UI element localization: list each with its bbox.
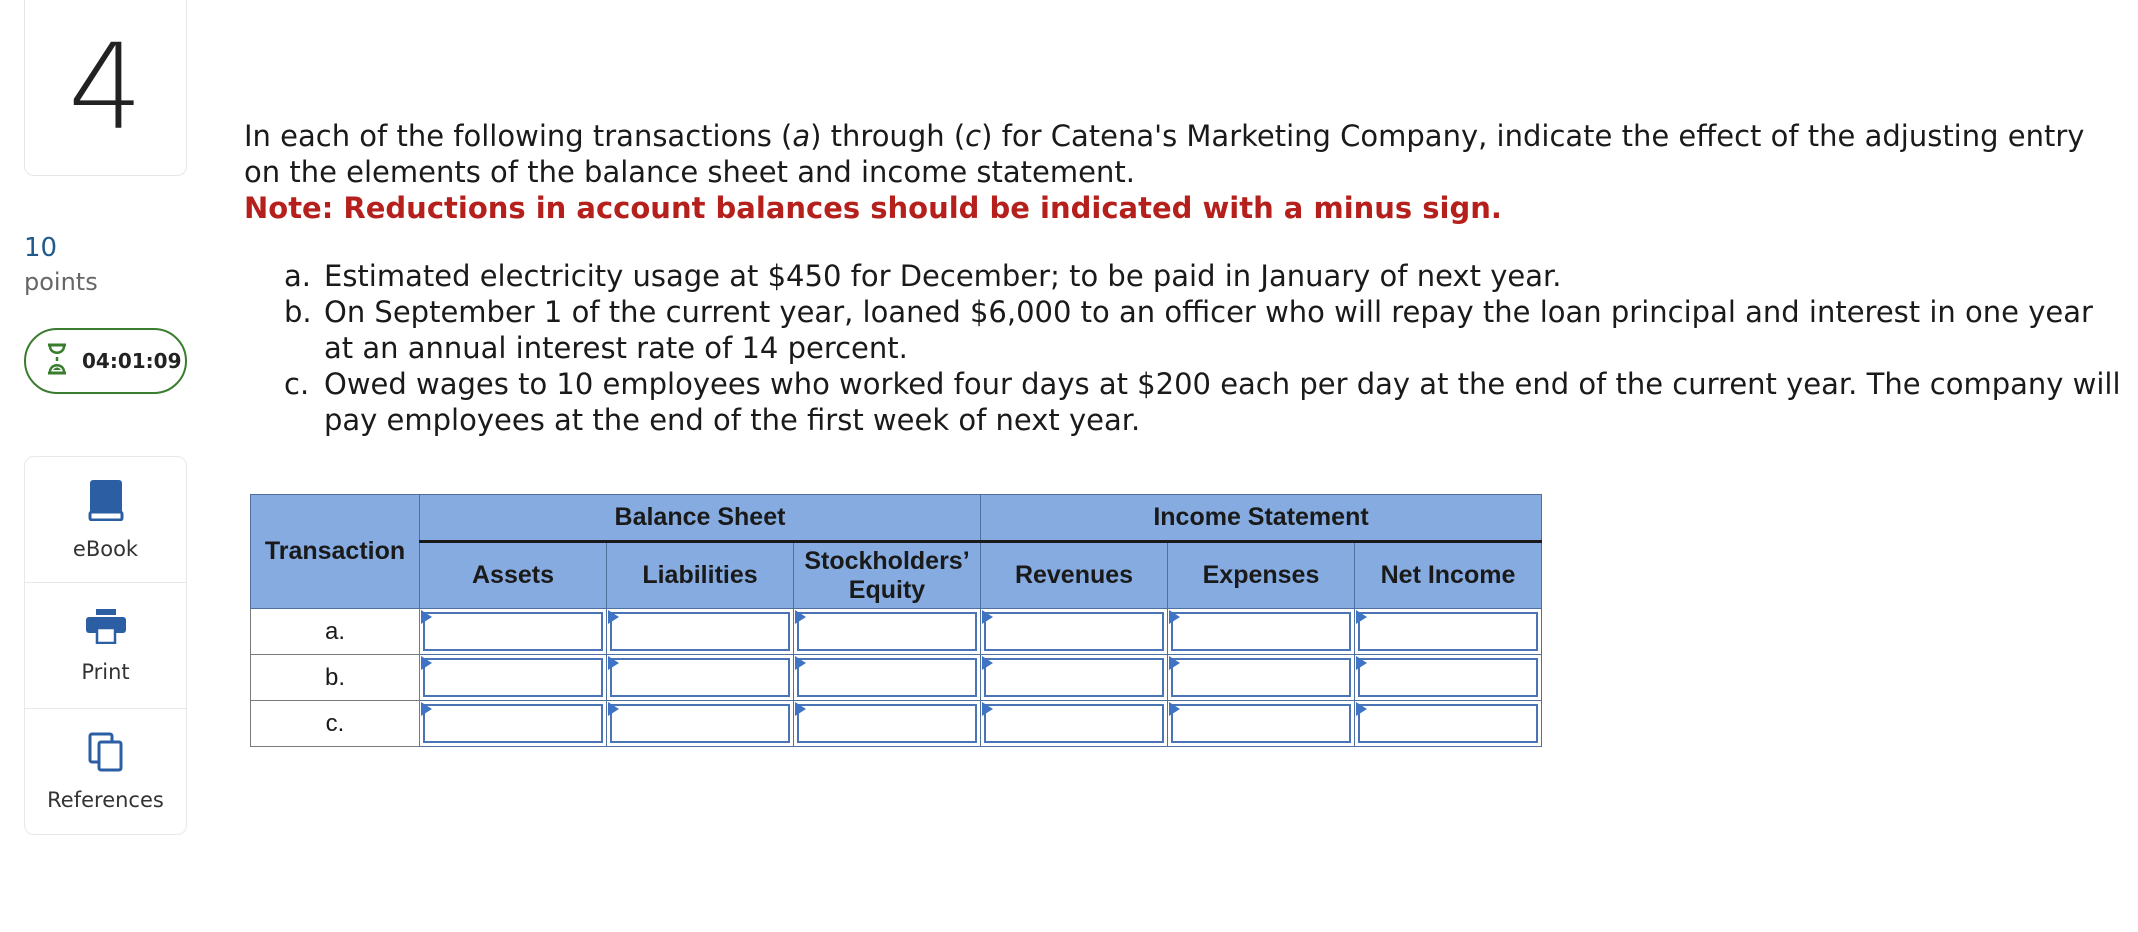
flag-icon [608,656,619,670]
flag-icon [421,702,432,716]
answer-input[interactable] [423,704,603,743]
answer-cell [607,609,794,655]
answer-cell [1168,609,1355,655]
answer-cell [981,609,1168,655]
table-row [251,701,1542,747]
effects-table [250,494,1542,747]
transaction-list [284,258,2124,438]
flag-icon [982,702,993,716]
flag-icon [1169,610,1180,624]
answer-cell [420,609,607,655]
answer-input[interactable] [423,612,603,651]
answer-cell [981,701,1168,747]
answer-cell [420,701,607,747]
question-prompt [244,118,2104,226]
question-number: 4 [67,17,144,156]
flag-icon [795,702,806,716]
answer-input[interactable] [1358,658,1538,697]
table-row [251,655,1542,701]
flag-icon [982,610,993,624]
flag-icon [982,656,993,670]
print-label: Print [81,659,130,684]
answer-input[interactable] [984,612,1164,651]
points-label: points [24,268,98,296]
flag-icon [421,656,432,670]
transaction-header: Transaction [251,495,420,609]
answer-cell [981,655,1168,701]
row-label: c. [251,701,420,747]
references-button[interactable] [24,708,187,835]
answer-cell [1355,655,1542,701]
answer-input[interactable] [423,658,603,697]
answer-input[interactable] [984,658,1164,697]
answer-cell [1168,701,1355,747]
table-row [251,609,1542,655]
answer-input[interactable] [1358,612,1538,651]
answer-input[interactable] [610,612,790,651]
hourglass-icon [46,343,68,379]
references-label: References [47,787,164,812]
column-header-stockholders-equity: Stockholders’ Equity [794,542,981,609]
column-header-net-income: Net Income [1355,542,1542,609]
answer-cell [1355,609,1542,655]
timer-badge[interactable] [24,328,187,394]
answer-input[interactable] [1171,612,1351,651]
print-button[interactable] [24,582,187,709]
ebook-button[interactable] [24,456,187,583]
answer-cell [607,701,794,747]
flag-icon [608,702,619,716]
answer-cell [1168,655,1355,701]
column-header-assets: Assets [420,542,607,609]
row-label: a. [251,609,420,655]
list-item: c. Owed wages to 10 employees who worked four days at $200 each per day at the end of the current year. The company will pay employees at the end of the first week of next year. [284,367,2121,437]
flag-icon [1356,610,1367,624]
flag-icon [795,656,806,670]
answer-cell [607,655,794,701]
answer-input[interactable] [610,704,790,743]
row-label: b. [251,655,420,701]
flag-icon [1169,702,1180,716]
answer-cell [794,655,981,701]
ebook-label: eBook [72,536,139,561]
question-number-box [24,0,187,176]
flag-icon [795,610,806,624]
flag-icon [1169,656,1180,670]
flag-icon [1356,656,1367,670]
printer-icon [85,608,127,648]
answer-input[interactable] [797,658,977,697]
note-text: Note: Reductions in account balances should be indicated with a minus sign. [244,191,1502,225]
answer-input[interactable] [1171,704,1351,743]
flag-icon [1356,702,1367,716]
flag-icon [608,610,619,624]
book-icon [88,479,124,525]
flag-icon [421,610,432,624]
prompt-text: In each of the following transactions (a) through (c) for Catena's Marketing Company, indicate the effect of the adjusting entry on the elements of the balance sheet and income statement. [244,119,2085,189]
balance-sheet-header: Balance Sheet [420,495,981,542]
answer-cell [1355,701,1542,747]
answer-input[interactable] [1171,658,1351,697]
answer-cell [420,655,607,701]
answer-input[interactable] [797,704,977,743]
answer-input[interactable] [797,612,977,651]
timer-text: 04:01:09 [82,349,182,373]
answer-cell [794,701,981,747]
answer-input[interactable] [610,658,790,697]
list-item: a. Estimated electricity usage at $450 for December; to be paid in January of next year. [284,259,1562,293]
points-value: 10 [24,233,58,263]
answer-input[interactable] [1358,704,1538,743]
column-header-revenues: Revenues [981,542,1168,609]
answer-input[interactable] [984,704,1164,743]
answer-cell [794,609,981,655]
list-item: b. On September 1 of the current year, loaned $6,000 to an officer who will repay the loan principal and interest in one year at an annual interest rate of 14 percent. [284,295,2093,365]
income-statement-header: Income Statement [981,495,1542,542]
copy-pages-icon [88,732,124,776]
column-header-liabilities: Liabilities [607,542,794,609]
column-header-expenses: Expenses [1168,542,1355,609]
